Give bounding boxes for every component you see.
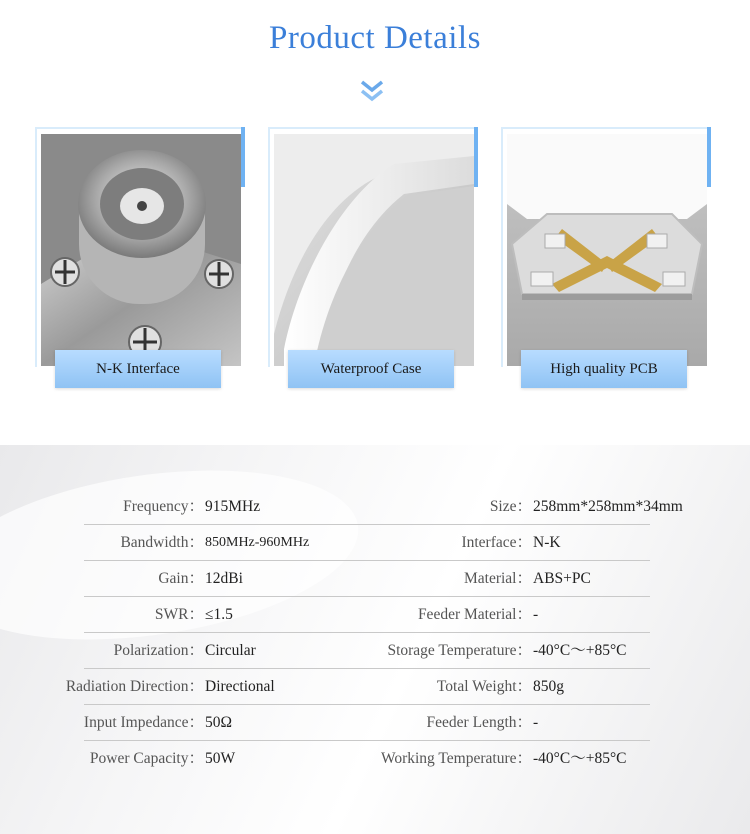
spec-label: Total Weight： xyxy=(436,678,532,695)
pcb-board-photo xyxy=(507,133,707,367)
spec-value: Directional xyxy=(205,678,275,695)
spec-row xyxy=(0,489,750,525)
spec-value: - xyxy=(533,714,539,731)
spec-value: -40°C～+85°C xyxy=(533,750,627,767)
feature-card-pcb xyxy=(501,127,707,367)
pcb-label: High quality PCB xyxy=(521,350,687,388)
nk-interface-label: N-K Interface xyxy=(55,350,221,388)
spec-value: 12dBi xyxy=(205,570,243,587)
spec-row xyxy=(0,597,750,633)
spec-label: Polarization： xyxy=(113,642,204,659)
spec-label: Radiation Direction： xyxy=(65,678,204,695)
spec-value: 50Ω xyxy=(205,714,233,731)
spec-row xyxy=(0,705,750,741)
spec-value: 258mm*258mm*34mm xyxy=(533,498,683,515)
spec-label: Feeder Length： xyxy=(426,714,532,731)
white-case-photo xyxy=(274,133,474,367)
spec-label: Frequency： xyxy=(123,498,204,515)
spec-value: 915MHz xyxy=(205,498,261,515)
spec-row xyxy=(0,741,750,777)
spec-label: Input Impedance： xyxy=(83,714,204,731)
spec-row xyxy=(0,525,750,561)
spec-value: -40°C～+85°C xyxy=(533,642,627,659)
spec-value: 50W xyxy=(205,750,236,767)
spec-label: Feeder Material： xyxy=(417,606,532,623)
spec-value: - xyxy=(533,606,539,623)
spec-label: Working Temperature： xyxy=(380,750,532,767)
double-chevron-down-icon xyxy=(359,78,385,104)
waterproof-case-label: Waterproof Case xyxy=(288,350,454,388)
spec-value: Circular xyxy=(205,642,256,659)
spec-value: 850MHz-960MHz xyxy=(205,535,310,550)
n-k-connector-photo xyxy=(41,133,241,367)
spec-label: Power Capacity： xyxy=(89,750,204,767)
spec-label: Gain： xyxy=(158,570,204,587)
spec-value: 850g xyxy=(533,678,564,695)
spec-label: Bandwidth： xyxy=(120,534,204,551)
spec-value: ABS+PC xyxy=(533,570,591,587)
spec-label: Interface： xyxy=(461,534,532,551)
spec-row xyxy=(0,561,750,597)
feature-card-waterproof-case xyxy=(268,127,474,367)
spec-row xyxy=(0,633,750,669)
spec-value: N-K xyxy=(533,534,561,551)
spec-label: Material： xyxy=(463,570,532,587)
spec-value: ≤1.5 xyxy=(205,606,233,623)
spec-row xyxy=(0,669,750,705)
page-title: Product Details xyxy=(269,20,481,56)
spec-label: Size： xyxy=(489,498,532,515)
spec-label: Storage Temperature： xyxy=(387,642,532,659)
spec-label: SWR： xyxy=(154,606,204,623)
feature-card-nk-interface xyxy=(35,127,241,367)
